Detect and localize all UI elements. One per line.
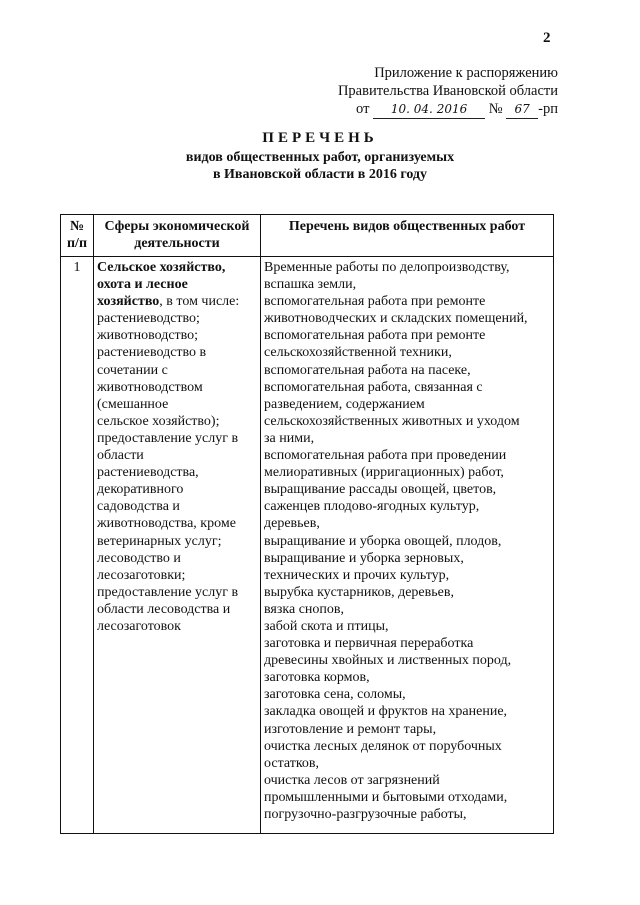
works-line: сельскохозяйственной техники,	[264, 345, 452, 361]
works-line: вязка снопов,	[264, 601, 345, 617]
works-line: деревьев,	[264, 516, 320, 532]
number-suffix: -рп	[538, 101, 558, 117]
header-works	[261, 215, 554, 257]
sphere-line-mixed	[97, 293, 257, 310]
header-sphere-line-2: деятельности	[134, 236, 220, 251]
works-line: погрузочно-разгрузочные работы,	[264, 807, 467, 822]
title-sub-1: видов общественных работ, организуемых	[185, 150, 455, 165]
appendix-line-1: Приложение к распоряжению	[374, 65, 558, 81]
appendix-header	[300, 64, 558, 119]
works-line: вспомогательная работа при проведении	[264, 448, 507, 464]
works-line: животноводческих и складских помещений,	[264, 311, 528, 327]
header-number	[61, 215, 94, 257]
page-number: 2	[543, 30, 551, 46]
works-line: заготовка кормов,	[264, 670, 370, 686]
works-line: закладка овощей и фруктов на хранение,	[264, 704, 508, 720]
sphere-line: сельское хозяйство);	[97, 413, 220, 429]
works-line: остатков,	[264, 755, 320, 771]
document-title	[140, 130, 500, 183]
header-sphere-line-1: Сферы экономической	[104, 219, 250, 234]
works-line: заготовка и первичная переработка	[264, 636, 474, 652]
sphere-line: растениеводство в	[97, 345, 207, 361]
sphere-line: (смешанное	[97, 396, 169, 412]
sphere-line: лесозаготовки;	[97, 567, 186, 583]
works-line: Временные работы по делопроизводству,	[264, 260, 510, 275]
works-line: за ними,	[264, 430, 315, 446]
works-line: вспомогательная работа при ремонте	[264, 328, 486, 344]
works-line: очистка лесных делянок от порубочных	[264, 738, 502, 754]
sphere-bold-line: охота и лесное	[97, 277, 188, 293]
sphere-line: ветеринарных услуг;	[97, 533, 222, 549]
table-row	[61, 257, 554, 834]
sphere-line: растениеводство;	[97, 311, 200, 327]
sphere-line: животноводством	[97, 379, 203, 395]
handwritten-number: 67	[506, 100, 538, 119]
sphere-line: лесозаготовок	[97, 618, 181, 634]
works-line: мелиоративных (ирригационных) работ,	[264, 465, 504, 481]
works-line: вспомогательная работа при ремонте	[264, 294, 486, 310]
row-sphere	[94, 257, 261, 834]
works-line: заготовка сена, соломы,	[264, 687, 406, 703]
table-header-row	[61, 215, 554, 257]
sphere-line: области лесоводства и	[97, 601, 231, 617]
title-main: ПЕРЕЧЕНЬ	[262, 130, 378, 146]
works-line: очистка лесов от загрязнений	[264, 772, 440, 788]
works-line: промышленными и бытовыми отходами,	[264, 789, 508, 805]
sphere-line: сочетании с	[97, 362, 168, 378]
works-line: выращивание и уборка овощей, плодов,	[264, 533, 502, 549]
sphere-line: области	[97, 448, 144, 464]
sphere-line: лесоводство и	[97, 550, 181, 566]
works-line: разведением, содержанием	[264, 396, 425, 412]
works-line: саженцев плодово-ягодных культур,	[264, 499, 480, 515]
sphere-line: предоставление услуг в	[97, 584, 239, 600]
works-line: вспомогательная работа, связанная с	[264, 379, 483, 395]
sphere-line: животноводства, кроме	[97, 516, 236, 532]
row-number: 1	[61, 257, 94, 834]
sphere-bold-tail: , в том числе:	[159, 294, 240, 310]
works-line: вспашка земли,	[264, 277, 357, 293]
row-works	[261, 257, 554, 834]
works-table	[60, 214, 554, 834]
header-works-label: Перечень видов общественных работ	[288, 219, 526, 234]
works-line: вспомогательная работа на пасеке,	[264, 362, 471, 378]
appendix-line-2: Правительства Ивановской области	[337, 83, 558, 99]
sphere-line: животноводство;	[97, 328, 199, 344]
works-line: изготовление и ремонт тары,	[264, 721, 437, 737]
number-prefix: №	[488, 101, 503, 117]
works-line: выращивание рассады овощей, цветов,	[264, 482, 497, 498]
sphere-line: растениеводства,	[97, 465, 199, 481]
works-line: вырубка кустарников, деревьев,	[264, 584, 454, 600]
sphere-line: садоводства и	[97, 499, 180, 515]
works-line: древесины хвойных и лиственных пород,	[264, 653, 512, 669]
header-number-line-1: №	[69, 219, 85, 234]
works-line: выращивание и уборка зерновых,	[264, 550, 464, 566]
sphere-bold-line: Сельское хозяйство,	[97, 260, 226, 275]
works-line: сельскохозяйственных животных и уходом	[264, 413, 520, 429]
sphere-line: декоративного	[97, 482, 184, 498]
header-sphere	[94, 215, 261, 257]
works-line: технических и прочих культур,	[264, 567, 450, 583]
date-prefix: от	[356, 101, 370, 117]
header-number-line-2: п/п	[66, 236, 88, 251]
sphere-bold-line: хозяйство	[97, 294, 160, 310]
sphere-line: предоставление услуг в	[97, 430, 239, 446]
handwritten-date: 10. 04. 2016	[373, 100, 485, 119]
title-sub-2: в Ивановской области в 2016 году	[212, 167, 428, 182]
works-line: забой скота и птицы,	[264, 618, 389, 634]
appendix-date-line	[356, 100, 558, 119]
